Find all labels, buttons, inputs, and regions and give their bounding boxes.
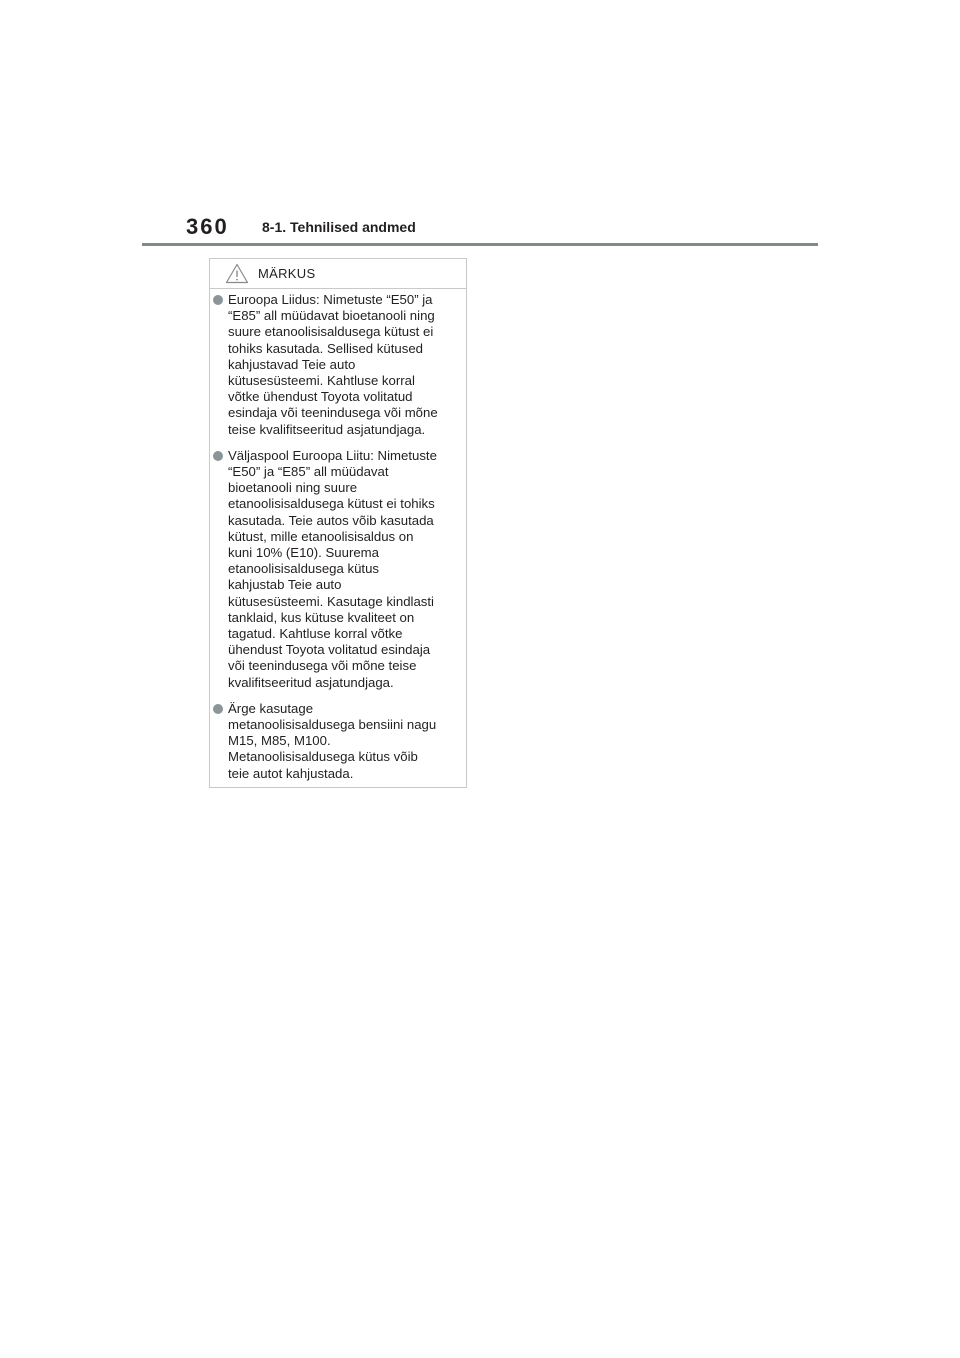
notice-item [210, 701, 466, 782]
notice-item [210, 292, 466, 438]
notice-header [210, 259, 466, 289]
bullet-icon [213, 704, 223, 714]
notice-item-text: Ärge kasutage metanoolisisaldusega bensiini nagu M15, M85, M100. Metanoolisisaldusega kütus võib teie autot kahjustada. [228, 700, 437, 781]
bullet-icon [213, 295, 223, 305]
notice-box [209, 258, 467, 788]
bullet-icon [213, 451, 223, 461]
warning-triangle-icon [225, 263, 249, 284]
notice-list [210, 289, 466, 782]
page-number: 360 [186, 214, 229, 239]
notice-item [210, 448, 466, 691]
header-rule [142, 243, 818, 246]
notice-item-text: Väljaspool Euroopa Liitu: Nimetuste “E50” ja “E85” all müüdavat bioetanooli ning suure etanoolisisaldusega kütust ei tohiks kasutada. Teie autos võib kasutada kütust, mille etanoolisisaldus on kuni 10% (E10). Suurema etanoolisisaldusega kütus kahjustab Teie auto kütusesüsteemi. Kasutage kindlasti tanklaid, kus kütuse kvaliteet on tagatud. Kahtluse korral võtke ühendust Toyota volitatud esindaja või teenindusega või mõne teise kvalifitseeritud asjatundjaga. [228, 447, 437, 690]
section-title: 8-1. Tehnilised andmed [262, 219, 416, 235]
notice-title: MÄRKUS [258, 266, 316, 281]
notice-item-text: Euroopa Liidus: Nimetuste “E50” ja “E85” all müüdavat bioetanooli ning suure etanoolisisaldusega kütust ei tohiks kasutada. Sellised kütused kahjustavad Teie auto kütusesüsteemi. Kahtluse korral võtke ühendust Toyota volitatud esindaja või teenindusega või mõne teise kvalifitseeritud asjatundjaga. [228, 292, 438, 437]
